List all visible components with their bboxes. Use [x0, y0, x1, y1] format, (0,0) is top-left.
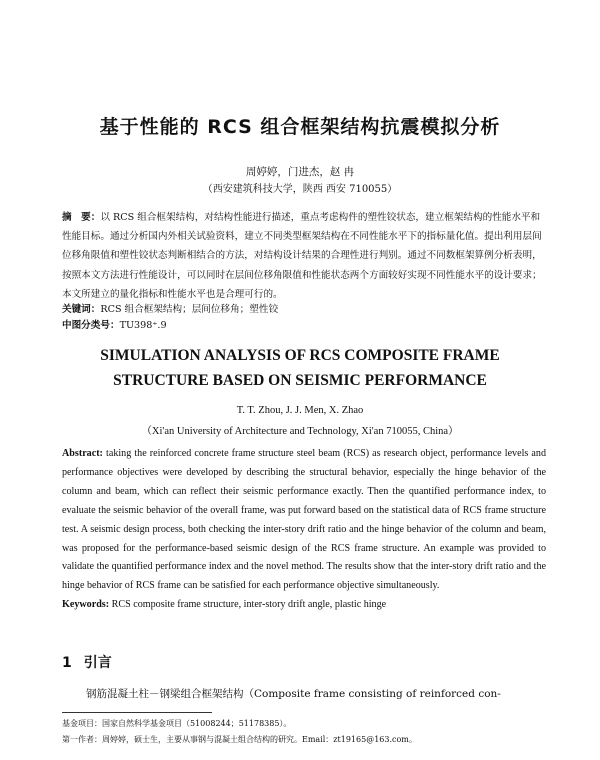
footnote-fund: 基金项目：国家自然科学基金项目（51008244；51178385）。 [62, 719, 292, 728]
section-heading [62, 652, 112, 672]
english-abstract-label: Abstract: [62, 448, 103, 459]
chinese-abstract-label: 摘 要： [62, 212, 101, 223]
chinese-keywords-text: RCS 组合框架结构；层间位移角；塑性铰 [100, 304, 279, 315]
chinese-affiliation: （西安建筑科技大学，陕西 西安 710055） [202, 184, 398, 195]
english-abstract-text: taking the reinforced concrete frame structure steel beam (RCS) as research object, performance levels and performance objectives were developed by describing the structural behavior, especially the hinge behavior of the column and beam, which can reflect their seismic performance exactly. Then the quantified performance index, to evaluate the seismic behavior of the overall frame, was put forward based on the statistical data of RCS frame structure test. A seismic design process, both checking the inter-story drift ratio and the hinge behavior of the column and beam, was proposed for the performance-based seismic design of the RCS frame structure. An example was provided to validate the quantified performance index and the novel method. The results show that the inter-story drift ratio and the hinge behavior of RCS frame can be satisfied for each performance objective simultaneously. [62, 448, 546, 592]
english-title-line-1: SIMULATION ANALYSIS OF RCS COMPOSITE FRAME [100, 347, 500, 364]
footnote-author: 第一作者：周婷婷，硕士生，主要从事钢与混凝土组合结构的研究。Email：zt19165@163.com。 [62, 735, 417, 744]
section-number: 1 [62, 655, 72, 671]
english-abstract [62, 445, 546, 596]
english-affiliation: （Xi'an University of Architecture and Technology, Xi'an 710055, China） [141, 426, 459, 437]
english-title-line-2: STRUCTURE BASED ON SEISMIC PERFORMANCE [113, 372, 487, 389]
introduction-text: 钢筋混凝土柱－钢梁组合框架结构（Composite frame consisting of reinforced con- [86, 688, 501, 700]
chinese-keywords-label: 关键词： [62, 304, 101, 315]
english-authors: T. T. Zhou, J. J. Men, X. Zhao [236, 405, 364, 416]
chinese-keywords [62, 301, 546, 315]
chinese-classification [62, 317, 546, 331]
chinese-abstract [62, 208, 546, 304]
chinese-classification-text: TU398⁺.9 [119, 320, 167, 331]
english-keywords-text: RCS composite frame structure, inter-story drift angle, plastic hinge [109, 599, 387, 610]
chinese-title: 基于性能的 RCS 组合框架结构抗震模拟分析 [99, 116, 501, 138]
english-title [0, 343, 600, 393]
chinese-abstract-text: 以 RCS 组合框架结构，对结构性能进行描述，重点考虑构件的塑性铰状态，建立框架结构的性能水平和性能目标。通过分析国内外相关试验资料，建立不同类型框架结构在不同性能水平下的指标量化值。提出利用层间位移角限值和塑性铰状态判断相结合的方法，对结构设计结果的合理性进行判别。通过不同数框架算例分析表明，按照本文方法进行性能设计，可以同时在层间位移角限值和性能状态两个方面较好实现不同性能水平的设计要求；本文所建立的量化指标和性能水平也是合理可行的。 [62, 212, 542, 300]
english-keywords-label: Keywords: [62, 599, 110, 610]
introduction-paragraph [62, 686, 546, 701]
english-keywords [62, 599, 546, 610]
chinese-classification-label: 中图分类号： [62, 320, 120, 331]
section-title: 引言 [83, 655, 112, 671]
footnote-divider [62, 712, 212, 713]
chinese-authors: 周婷婷，门进杰，赵 冉 [245, 166, 355, 178]
